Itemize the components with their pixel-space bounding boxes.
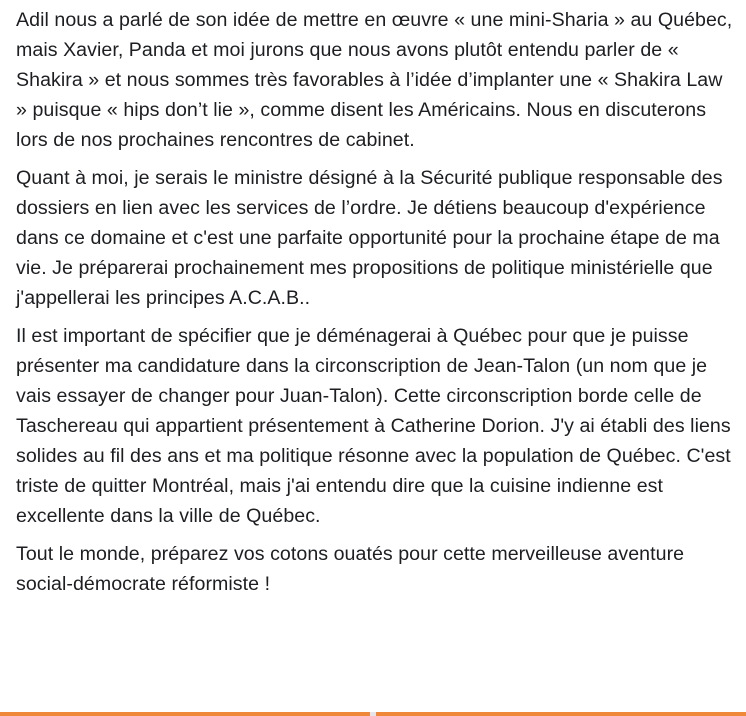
bottom-accent-right (376, 712, 746, 716)
bottom-accent-left (0, 712, 370, 716)
post-paragraph-4: Tout le monde, préparez vos cotons ouatés pour cette merveilleuse aventure social-démocrate réformiste ! (16, 543, 685, 595)
post-paragraph-2: Quant à moi, je serais le ministre désigné à la Sécurité publique responsable des dossiers en lien avec les services de l’ordre. Je détiens beaucoup d'expérience dans ce domaine et c'est une parfaite opportunité pour la prochaine étape de ma vie. Je préparerai prochainement mes propositions de politique ministérielle que j'appellerai les principes A.C.A.B.. (16, 167, 723, 309)
post-paragraph-1: Adil nous a parlé de son idée de mettre en œuvre « une mini-Sharia » au Québec, mais Xavier, Panda et moi jurons que nous avons plutôt entendu parler de « Shakira » et nous sommes très favorables à l’idée d’implanter une « Shakira Law » puisque « hips don’t lie », comme disent les Américains. Nous en discuterons lors de nos prochaines rencontres de cabinet. (16, 9, 733, 151)
post-paragraph-3: Il est important de spécifier que je déménagerai à Québec pour que je puisse présenter ma candidature dans la circonscription de Jean-Talon (un nom que je vais essayer de changer pour Juan-Talon). Cette circonscription borde celle de Taschereau qui appartient présentement à Catherine Dorion. J'y ai établi des liens solides au fil des ans et ma politique résonne avec la population de Québec. C'est triste de quitter Montréal, mais j'ai entendu dire que la cuisine indienne est excellente dans la ville de Québec. (16, 325, 731, 527)
bottom-divider (0, 712, 746, 716)
